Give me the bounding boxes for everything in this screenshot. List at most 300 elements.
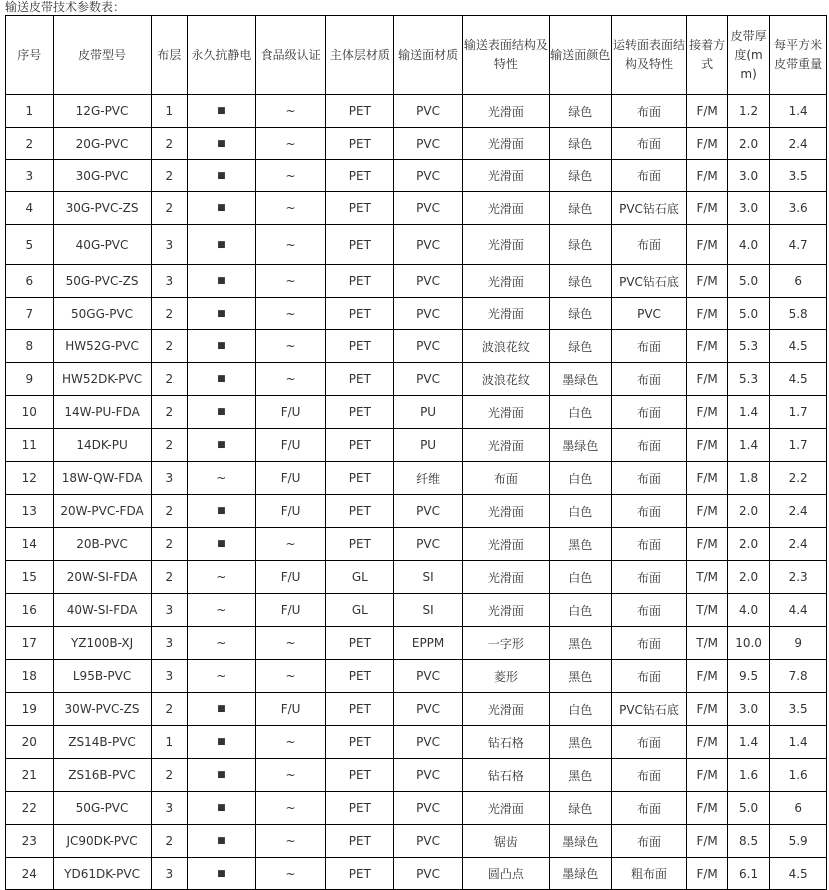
table-row (6, 495, 827, 528)
cell-belt-model: 30W-PVC-ZS (53, 693, 151, 726)
cell-ply: 2 (151, 128, 187, 160)
cell-back-surface: 布面 (611, 561, 687, 594)
cell-weight: 4.4 (770, 594, 827, 627)
cell-carcass-material: PET (326, 128, 394, 160)
cell-back-surface: 布面 (611, 160, 687, 192)
cell-joint-method: F/M (687, 495, 727, 528)
cell-cover-color: 白色 (549, 693, 611, 726)
cell-ply: 1 (151, 95, 187, 128)
cell-belt-model: HW52DK-PVC (53, 363, 151, 396)
table-row (6, 825, 827, 858)
cell-index: 11 (6, 429, 54, 462)
header-ply: 布层 (151, 16, 187, 95)
cell-index: 23 (6, 825, 54, 858)
cell-thickness: 4.0 (727, 594, 769, 627)
table-row (6, 858, 827, 890)
cell-back-surface: PVC钻石底 (611, 192, 687, 225)
cell-food-grade: ~ (255, 858, 326, 890)
cell-joint-method: F/M (687, 528, 727, 561)
cell-index: 10 (6, 396, 54, 429)
cell-food-grade: ~ (255, 825, 326, 858)
cell-antistatic: ■ (187, 160, 255, 192)
cell-carcass-material: PET (326, 363, 394, 396)
cell-belt-model: 14W-PU-FDA (53, 396, 151, 429)
cell-belt-model: 30G-PVC (53, 160, 151, 192)
table-row (6, 462, 827, 495)
cell-cover-surface: 光滑面 (462, 95, 549, 128)
header-weight: 每平方米皮带重量 (770, 16, 827, 95)
cell-belt-model: 20W-PVC-FDA (53, 495, 151, 528)
cell-index: 9 (6, 363, 54, 396)
header-antistatic: 永久抗静电 (187, 16, 255, 95)
cell-thickness: 1.6 (727, 759, 769, 792)
cell-antistatic: ■ (187, 693, 255, 726)
cell-joint-method: F/M (687, 330, 727, 363)
cell-ply: 3 (151, 858, 187, 890)
cell-joint-method: F/M (687, 95, 727, 128)
cell-joint-method: F/M (687, 462, 727, 495)
cell-joint-method: F/M (687, 825, 727, 858)
cell-cover-color: 白色 (549, 495, 611, 528)
cell-food-grade: ~ (255, 660, 326, 693)
table-row (6, 192, 827, 225)
cell-food-grade: F/U (255, 396, 326, 429)
cell-ply: 3 (151, 225, 187, 265)
cell-index: 15 (6, 561, 54, 594)
cell-ply: 3 (151, 792, 187, 825)
cell-antistatic: ~ (187, 462, 255, 495)
table-row (6, 792, 827, 825)
cell-cover-color: 绿色 (549, 160, 611, 192)
cell-index: 4 (6, 192, 54, 225)
cell-joint-method: F/M (687, 363, 727, 396)
cell-belt-model: YD61DK-PVC (53, 858, 151, 890)
cell-index: 14 (6, 528, 54, 561)
cell-belt-model: 50G-PVC (53, 792, 151, 825)
cell-ply: 2 (151, 192, 187, 225)
cell-thickness: 5.3 (727, 363, 769, 396)
cell-weight: 2.4 (770, 528, 827, 561)
cell-weight: 6 (770, 792, 827, 825)
cell-thickness: 5.0 (727, 792, 769, 825)
cell-joint-method: F/M (687, 192, 727, 225)
cell-carcass-material: PET (326, 396, 394, 429)
cell-antistatic: ■ (187, 225, 255, 265)
table-header-row (6, 16, 827, 95)
belt-spec-table (5, 15, 827, 890)
cell-carcass-material: PET (326, 726, 394, 759)
cell-thickness: 3.0 (727, 693, 769, 726)
cell-thickness: 5.3 (727, 330, 769, 363)
cell-weight: 1.7 (770, 396, 827, 429)
table-row (6, 759, 827, 792)
cell-ply: 2 (151, 495, 187, 528)
cell-joint-method: F/M (687, 298, 727, 330)
cell-food-grade: F/U (255, 594, 326, 627)
cell-ply: 3 (151, 627, 187, 660)
cell-carcass-material: PET (326, 95, 394, 128)
cell-food-grade: ~ (255, 363, 326, 396)
cell-food-grade: ~ (255, 128, 326, 160)
cell-cover-surface: 钻石格 (462, 759, 549, 792)
cell-ply: 2 (151, 528, 187, 561)
cell-ply: 3 (151, 265, 187, 298)
cell-cover-color: 白色 (549, 396, 611, 429)
cell-antistatic: ~ (187, 627, 255, 660)
cell-carcass-material: PET (326, 825, 394, 858)
cell-thickness: 5.0 (727, 298, 769, 330)
cell-back-surface: 布面 (611, 363, 687, 396)
cell-cover-material: PVC (394, 265, 463, 298)
cell-index: 21 (6, 759, 54, 792)
cell-cover-surface: 圆凸点 (462, 858, 549, 890)
cell-carcass-material: PET (326, 225, 394, 265)
cell-carcass-material: PET (326, 759, 394, 792)
cell-cover-surface: 光滑面 (462, 298, 549, 330)
cell-thickness: 2.0 (727, 495, 769, 528)
table-row (6, 225, 827, 265)
cell-cover-material: PU (394, 429, 463, 462)
cell-cover-surface: 光滑面 (462, 128, 549, 160)
cell-food-grade: ~ (255, 298, 326, 330)
cell-cover-material: PVC (394, 660, 463, 693)
cell-food-grade: F/U (255, 495, 326, 528)
cell-back-surface: PVC钻石底 (611, 265, 687, 298)
cell-weight: 4.5 (770, 858, 827, 890)
cell-antistatic: ■ (187, 298, 255, 330)
cell-belt-model: ZS14B-PVC (53, 726, 151, 759)
cell-thickness: 8.5 (727, 825, 769, 858)
cell-back-surface: 布面 (611, 660, 687, 693)
cell-index: 6 (6, 265, 54, 298)
cell-belt-model: 20G-PVC (53, 128, 151, 160)
cell-back-surface: 布面 (611, 627, 687, 660)
table-row (6, 298, 827, 330)
cell-index: 24 (6, 858, 54, 890)
cell-belt-model: 50G-PVC-ZS (53, 265, 151, 298)
cell-carcass-material: PET (326, 627, 394, 660)
cell-food-grade: ~ (255, 528, 326, 561)
table-row (6, 363, 827, 396)
cell-food-grade: ~ (255, 160, 326, 192)
cell-back-surface: 布面 (611, 95, 687, 128)
cell-back-surface: 粗布面 (611, 858, 687, 890)
cell-carcass-material: PET (326, 792, 394, 825)
cell-food-grade: ~ (255, 192, 326, 225)
cell-cover-color: 白色 (549, 462, 611, 495)
cell-cover-material: PVC (394, 225, 463, 265)
table-row (6, 594, 827, 627)
cell-cover-material: PVC (394, 192, 463, 225)
cell-carcass-material: GL (326, 561, 394, 594)
cell-food-grade: ~ (255, 265, 326, 298)
cell-antistatic: ■ (187, 825, 255, 858)
cell-back-surface: 布面 (611, 594, 687, 627)
cell-cover-material: PU (394, 396, 463, 429)
cell-antistatic: ■ (187, 528, 255, 561)
cell-antistatic: ~ (187, 561, 255, 594)
cell-cover-surface: 布面 (462, 462, 549, 495)
cell-ply: 2 (151, 693, 187, 726)
cell-cover-material: PVC (394, 495, 463, 528)
table-row (6, 330, 827, 363)
cell-weight: 3.6 (770, 192, 827, 225)
cell-food-grade: ~ (255, 95, 326, 128)
cell-ply: 2 (151, 298, 187, 330)
header-back-surface: 运转面表面结构及特性 (611, 16, 687, 95)
cell-joint-method: F/M (687, 726, 727, 759)
cell-cover-color: 绿色 (549, 330, 611, 363)
cell-back-surface: 布面 (611, 759, 687, 792)
cell-antistatic: ■ (187, 759, 255, 792)
cell-thickness: 2.0 (727, 128, 769, 160)
cell-belt-model: 40W-SI-FDA (53, 594, 151, 627)
cell-food-grade: F/U (255, 462, 326, 495)
cell-food-grade: F/U (255, 693, 326, 726)
cell-cover-surface: 光滑面 (462, 594, 549, 627)
cell-ply: 2 (151, 160, 187, 192)
cell-joint-method: F/M (687, 396, 727, 429)
cell-back-surface: 布面 (611, 225, 687, 265)
cell-ply: 2 (151, 561, 187, 594)
cell-belt-model: 18W-QW-FDA (53, 462, 151, 495)
cell-cover-color: 绿色 (549, 192, 611, 225)
cell-belt-model: ZS16B-PVC (53, 759, 151, 792)
cell-joint-method: F/M (687, 225, 727, 265)
cell-index: 3 (6, 160, 54, 192)
cell-ply: 2 (151, 429, 187, 462)
cell-joint-method: F/M (687, 693, 727, 726)
cell-back-surface: 布面 (611, 330, 687, 363)
table-row (6, 396, 827, 429)
cell-belt-model: 40G-PVC (53, 225, 151, 265)
cell-back-surface: 布面 (611, 495, 687, 528)
cell-back-surface: 布面 (611, 128, 687, 160)
header-cover-material: 输送面材质 (394, 16, 463, 95)
cell-belt-model: 20W-SI-FDA (53, 561, 151, 594)
cell-back-surface: 布面 (611, 792, 687, 825)
header-index: 序号 (6, 16, 54, 95)
cell-cover-color: 白色 (549, 561, 611, 594)
cell-weight: 4.5 (770, 363, 827, 396)
cell-cover-color: 黑色 (549, 528, 611, 561)
cell-ply: 3 (151, 660, 187, 693)
cell-cover-material: SI (394, 594, 463, 627)
cell-index: 16 (6, 594, 54, 627)
table-caption: 输送皮带技术参数表： (5, 0, 126, 14)
cell-cover-material: PVC (394, 858, 463, 890)
cell-weight: 1.4 (770, 95, 827, 128)
cell-cover-material: PVC (394, 298, 463, 330)
cell-weight: 6 (770, 265, 827, 298)
cell-back-surface: 布面 (611, 726, 687, 759)
cell-ply: 2 (151, 825, 187, 858)
cell-antistatic: ■ (187, 858, 255, 890)
cell-index: 22 (6, 792, 54, 825)
cell-carcass-material: PET (326, 160, 394, 192)
cell-food-grade: ~ (255, 627, 326, 660)
cell-cover-surface: 光滑面 (462, 792, 549, 825)
cell-cover-surface: 光滑面 (462, 396, 549, 429)
cell-cover-material: PVC (394, 95, 463, 128)
cell-back-surface: 布面 (611, 462, 687, 495)
cell-carcass-material: PET (326, 528, 394, 561)
table-row (6, 561, 827, 594)
cell-carcass-material: PET (326, 693, 394, 726)
cell-antistatic: ■ (187, 396, 255, 429)
cell-index: 7 (6, 298, 54, 330)
cell-cover-material: SI (394, 561, 463, 594)
cell-carcass-material: PET (326, 858, 394, 890)
cell-joint-method: F/M (687, 429, 727, 462)
cell-antistatic: ■ (187, 726, 255, 759)
cell-food-grade: ~ (255, 759, 326, 792)
cell-joint-method: F/M (687, 128, 727, 160)
cell-antistatic: ■ (187, 429, 255, 462)
cell-joint-method: T/M (687, 627, 727, 660)
cell-belt-model: 12G-PVC (53, 95, 151, 128)
header-cover-surface: 输送表面结构及特性 (462, 16, 549, 95)
cell-thickness: 1.4 (727, 726, 769, 759)
cell-cover-color: 绿色 (549, 298, 611, 330)
cell-thickness: 2.0 (727, 561, 769, 594)
cell-thickness: 3.0 (727, 192, 769, 225)
cell-weight: 7.8 (770, 660, 827, 693)
table-row (6, 128, 827, 160)
cell-cover-material: PVC (394, 759, 463, 792)
cell-thickness: 6.1 (727, 858, 769, 890)
cell-antistatic: ■ (187, 495, 255, 528)
cell-cover-color: 墨绿色 (549, 363, 611, 396)
cell-cover-surface: 光滑面 (462, 561, 549, 594)
cell-ply: 1 (151, 726, 187, 759)
cell-cover-material: PVC (394, 160, 463, 192)
cell-cover-surface: 光滑面 (462, 528, 549, 561)
cell-cover-material: PVC (394, 825, 463, 858)
cell-index: 20 (6, 726, 54, 759)
table-row (6, 660, 827, 693)
table-row (6, 265, 827, 298)
cell-weight: 3.5 (770, 693, 827, 726)
cell-thickness: 2.0 (727, 528, 769, 561)
cell-joint-method: F/M (687, 792, 727, 825)
cell-back-surface: PVC (611, 298, 687, 330)
cell-weight: 4.7 (770, 225, 827, 265)
header-belt-model: 皮带型号 (53, 16, 151, 95)
cell-cover-material: PVC (394, 330, 463, 363)
cell-cover-material: PVC (394, 693, 463, 726)
cell-weight: 5.8 (770, 298, 827, 330)
cell-joint-method: F/M (687, 759, 727, 792)
cell-food-grade: ~ (255, 726, 326, 759)
header-joint-method: 接着方式 (687, 16, 727, 95)
cell-carcass-material: PET (326, 429, 394, 462)
cell-cover-material: EPPM (394, 627, 463, 660)
cell-cover-surface: 一字形 (462, 627, 549, 660)
cell-cover-surface: 光滑面 (462, 495, 549, 528)
cell-joint-method: F/M (687, 265, 727, 298)
cell-antistatic: ■ (187, 330, 255, 363)
cell-index: 2 (6, 128, 54, 160)
cell-cover-surface: 波浪花纹 (462, 363, 549, 396)
cell-food-grade: ~ (255, 330, 326, 363)
cell-ply: 2 (151, 330, 187, 363)
cell-antistatic: ~ (187, 660, 255, 693)
table-row (6, 528, 827, 561)
table-row (6, 160, 827, 192)
cell-cover-color: 绿色 (549, 128, 611, 160)
cell-weight: 2.3 (770, 561, 827, 594)
cell-joint-method: F/M (687, 858, 727, 890)
cell-food-grade: ~ (255, 792, 326, 825)
cell-back-surface: 布面 (611, 396, 687, 429)
cell-back-surface: PVC钻石底 (611, 693, 687, 726)
cell-weight: 1.4 (770, 726, 827, 759)
cell-belt-model: L95B-PVC (53, 660, 151, 693)
cell-cover-material: PVC (394, 792, 463, 825)
cell-antistatic: ■ (187, 192, 255, 225)
cell-thickness: 1.4 (727, 396, 769, 429)
cell-antistatic: ■ (187, 792, 255, 825)
cell-cover-material: PVC (394, 128, 463, 160)
cell-cover-material: PVC (394, 363, 463, 396)
cell-belt-model: 14DK-PU (53, 429, 151, 462)
cell-food-grade: F/U (255, 561, 326, 594)
cell-joint-method: F/M (687, 660, 727, 693)
cell-cover-surface: 光滑面 (462, 225, 549, 265)
cell-belt-model: HW52G-PVC (53, 330, 151, 363)
cell-thickness: 1.2 (727, 95, 769, 128)
cell-cover-color: 绿色 (549, 265, 611, 298)
cell-antistatic: ■ (187, 128, 255, 160)
cell-index: 1 (6, 95, 54, 128)
header-cover-color: 输送面颜色 (549, 16, 611, 95)
cell-weight: 5.9 (770, 825, 827, 858)
cell-ply: 3 (151, 594, 187, 627)
cell-cover-color: 墨绿色 (549, 825, 611, 858)
cell-carcass-material: PET (326, 192, 394, 225)
table-row (6, 726, 827, 759)
cell-carcass-material: PET (326, 298, 394, 330)
cell-joint-method: F/M (687, 160, 727, 192)
cell-carcass-material: GL (326, 594, 394, 627)
cell-thickness: 5.0 (727, 265, 769, 298)
cell-index: 18 (6, 660, 54, 693)
cell-cover-color: 墨绿色 (549, 858, 611, 890)
cell-cover-color: 绿色 (549, 95, 611, 128)
cell-cover-surface: 光滑面 (462, 192, 549, 225)
cell-cover-material: PVC (394, 726, 463, 759)
cell-index: 13 (6, 495, 54, 528)
cell-back-surface: 布面 (611, 825, 687, 858)
cell-cover-color: 绿色 (549, 225, 611, 265)
cell-carcass-material: PET (326, 660, 394, 693)
cell-ply: 2 (151, 759, 187, 792)
cell-weight: 1.6 (770, 759, 827, 792)
cell-back-surface: 布面 (611, 528, 687, 561)
cell-cover-color: 黑色 (549, 726, 611, 759)
cell-joint-method: T/M (687, 561, 727, 594)
cell-weight: 9 (770, 627, 827, 660)
cell-back-surface: 布面 (611, 429, 687, 462)
cell-antistatic: ■ (187, 95, 255, 128)
cell-cover-color: 墨绿色 (549, 429, 611, 462)
cell-antistatic: ~ (187, 594, 255, 627)
cell-cover-surface: 光滑面 (462, 693, 549, 726)
cell-food-grade: ~ (255, 225, 326, 265)
cell-antistatic: ■ (187, 265, 255, 298)
cell-cover-surface: 锯齿 (462, 825, 549, 858)
